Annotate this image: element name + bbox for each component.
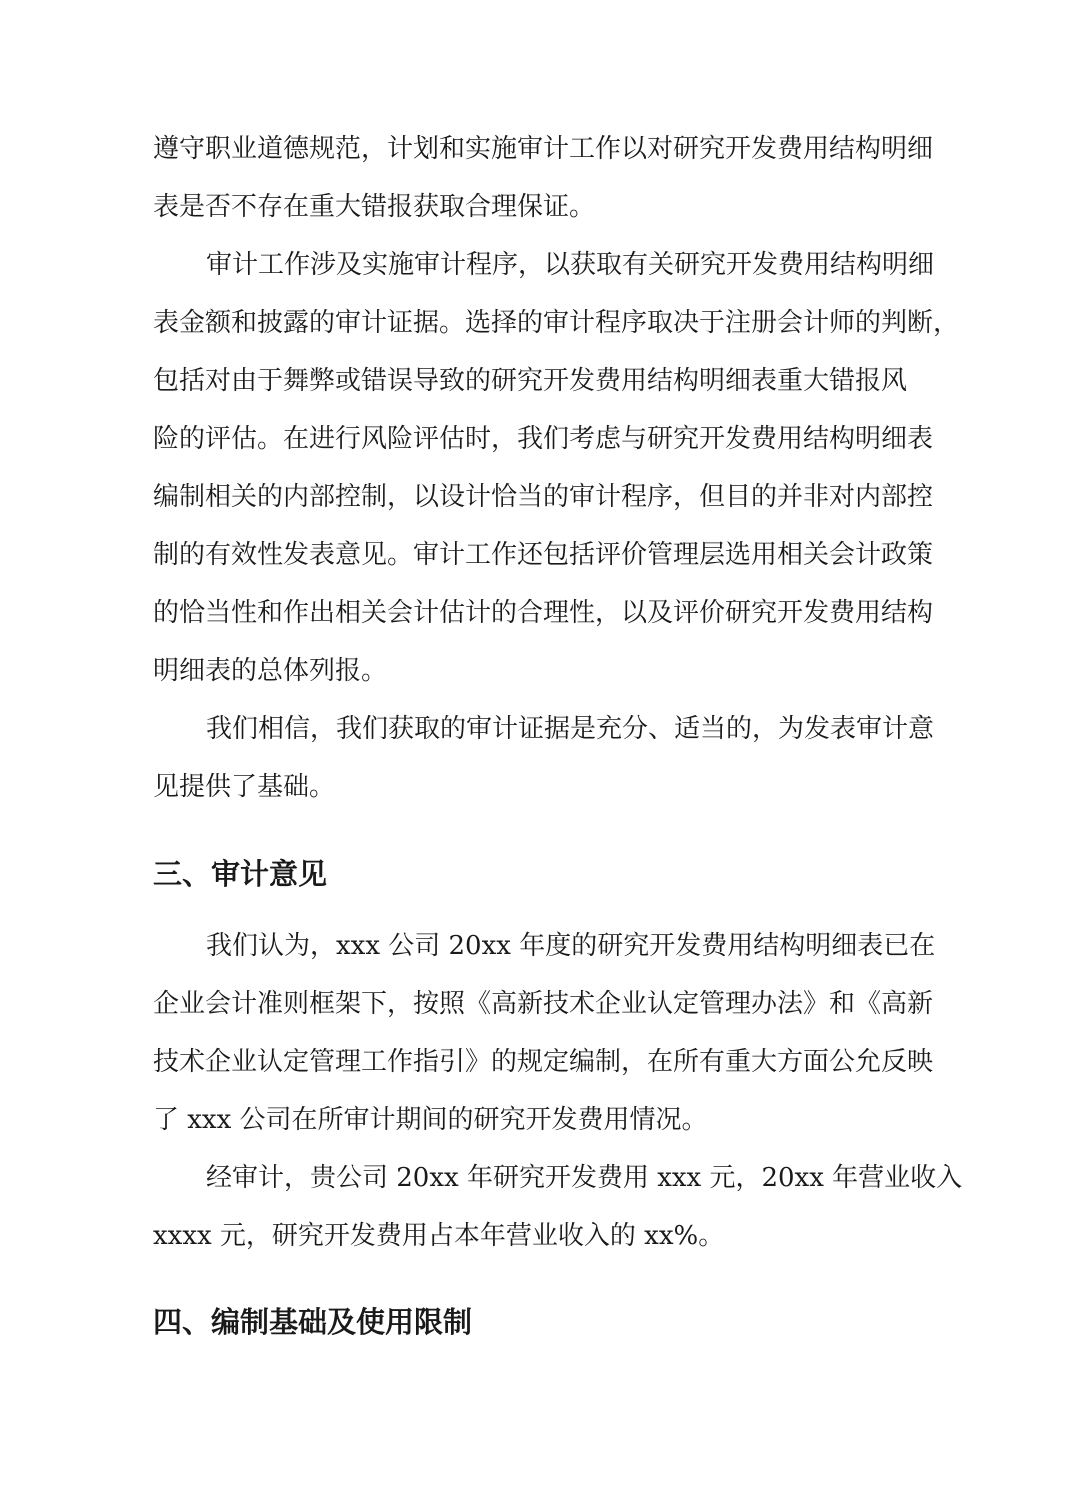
- paragraph-line: 编制相关的内部控制，以设计恰当的审计程序，但目的并非对内部控: [153, 482, 934, 512]
- paragraph-line: 审计工作涉及实施审计程序，以获取有关研究开发费用结构明细: [206, 250, 935, 280]
- paragraph-line: 技术企业认定管理工作指引》的规定编制，在所有重大方面公允反映: [153, 1047, 934, 1077]
- section-heading: 四、编制基础及使用限制: [153, 1305, 473, 1339]
- paragraph-line: 表是否不存在重大错报获取合理保证。: [153, 192, 596, 222]
- paragraph-line: 的恰当性和作出相关会计估计的合理性，以及评价研究开发费用结构: [153, 598, 934, 628]
- paragraph-line: 制的有效性发表意见。审计工作还包括评价管理层选用相关会计政策: [153, 540, 934, 570]
- paragraph-line: 险的评估。在进行风险评估时，我们考虑与研究开发费用结构明细表: [153, 424, 934, 454]
- paragraph-line: 见提供了基础。: [153, 772, 336, 802]
- section-heading: 三、审计意见: [153, 857, 328, 891]
- paragraph-line: 企业会计准则框架下，按照《高新技术企业认定管理办法》和《高新: [153, 989, 934, 1019]
- paragraph-line: 我们相信，我们获取的审计证据是充分、适当的，为发表审计意: [206, 714, 935, 744]
- paragraph-line: 明细表的总体列报。: [153, 656, 388, 686]
- paragraph-line: 经审计，贵公司 20xx 年研究开发费用 xxx 元，20xx 年营业收入: [206, 1163, 963, 1193]
- paragraph-line: 我们认为，xxx 公司 20xx 年度的研究开发费用结构明细表已在: [206, 931, 936, 961]
- paragraph-line: 遵守职业道德规范，计划和实施审计工作以对研究开发费用结构明细: [153, 134, 934, 164]
- paragraph-line: xxxx 元，研究开发费用占本年营业收入的 xx%。: [153, 1221, 725, 1251]
- paragraph-line: 包括对由于舞弊或错误导致的研究开发费用结构明细表重大错报风: [153, 366, 908, 396]
- paragraph-line: 了 xxx 公司在所审计期间的研究开发费用情况。: [153, 1105, 708, 1135]
- paragraph-line: 表金额和披露的审计证据。选择的审计程序取决于注册会计师的判断，: [153, 308, 960, 338]
